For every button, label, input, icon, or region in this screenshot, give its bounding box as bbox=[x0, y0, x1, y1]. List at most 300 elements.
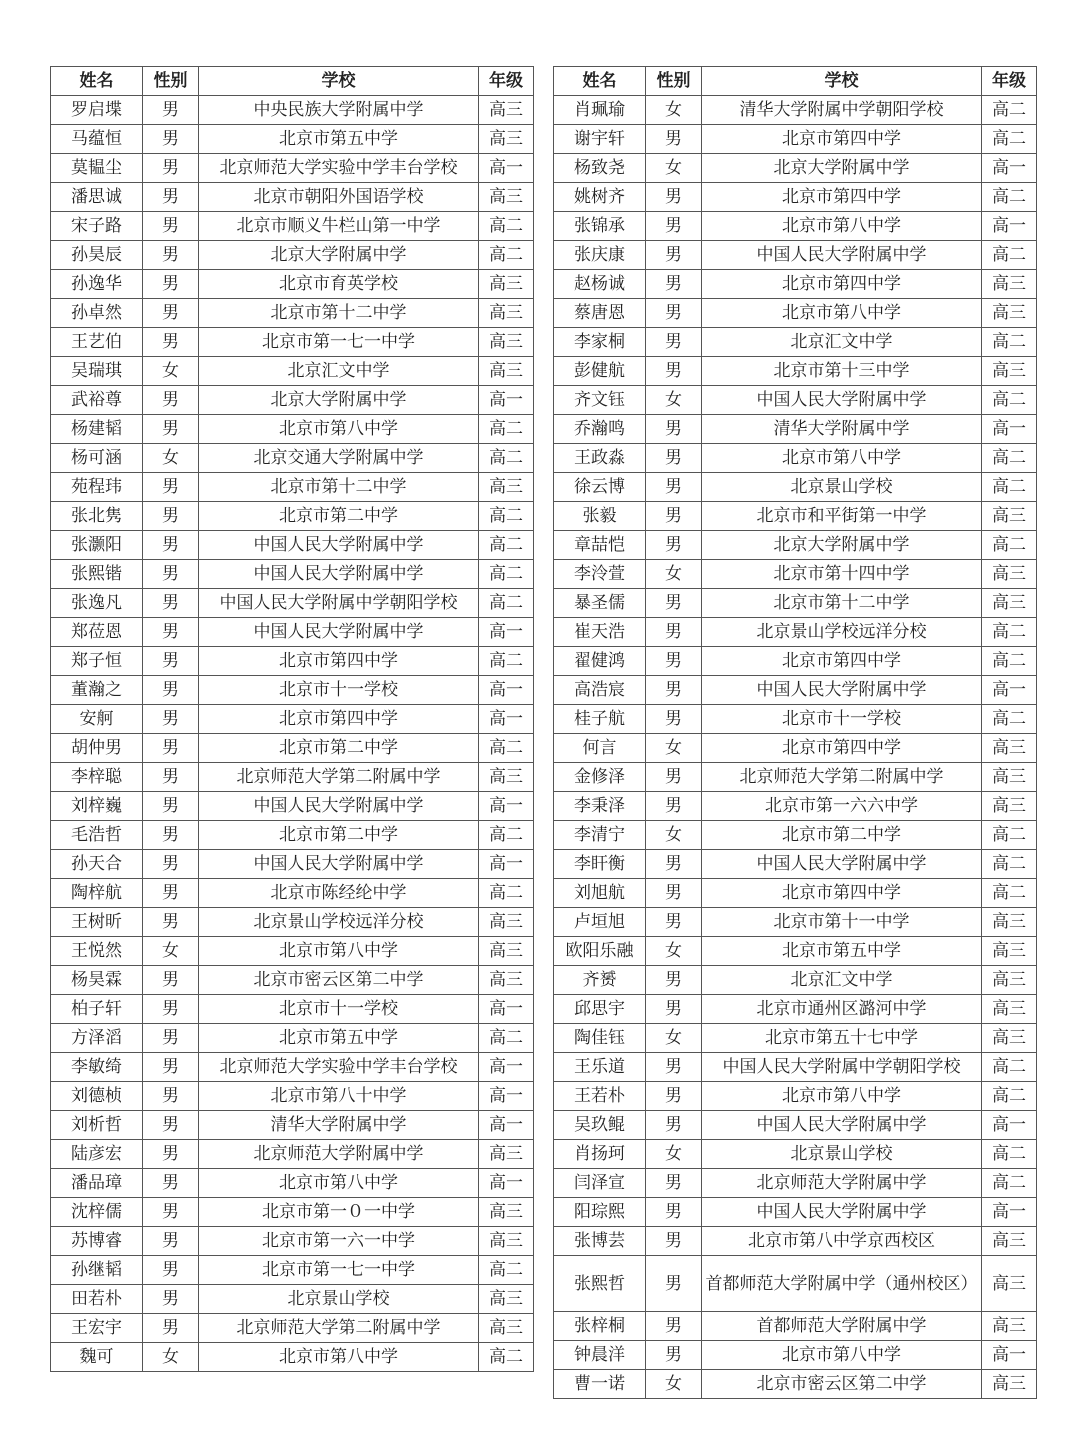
school-cell: 北京市第十三中学 bbox=[702, 357, 982, 386]
table-row bbox=[554, 995, 1037, 1024]
grade-cell: 高三 bbox=[982, 1227, 1037, 1256]
table-row bbox=[51, 821, 534, 850]
header-school: 学校 bbox=[702, 67, 982, 96]
table-row bbox=[554, 1169, 1037, 1198]
table-row bbox=[554, 1341, 1037, 1370]
gender-cell: 男 bbox=[143, 270, 199, 299]
table-row bbox=[554, 647, 1037, 676]
name-cell: 陆彦宏 bbox=[51, 1140, 143, 1169]
header-school: 学校 bbox=[199, 67, 479, 96]
school-cell: 北京市第八中学 bbox=[199, 1169, 479, 1198]
table-row bbox=[51, 386, 534, 415]
header-gender: 性别 bbox=[646, 67, 702, 96]
school-cell: 北京大学附属中学 bbox=[199, 241, 479, 270]
grade-cell: 高三 bbox=[982, 299, 1037, 328]
school-cell: 北京市通州区潞河中学 bbox=[702, 995, 982, 1024]
grade-cell: 高一 bbox=[479, 995, 534, 1024]
school-cell: 北京市第五中学 bbox=[199, 125, 479, 154]
school-cell: 北京大学附属中学 bbox=[702, 154, 982, 183]
table-row bbox=[554, 676, 1037, 705]
table-row bbox=[51, 1082, 534, 1111]
gender-cell: 男 bbox=[646, 1227, 702, 1256]
grade-cell: 高一 bbox=[479, 386, 534, 415]
table-row bbox=[554, 850, 1037, 879]
table-row bbox=[51, 1053, 534, 1082]
gender-cell: 男 bbox=[646, 328, 702, 357]
table-row bbox=[554, 1198, 1037, 1227]
header-grade: 年级 bbox=[982, 67, 1037, 96]
gender-cell: 男 bbox=[143, 1314, 199, 1343]
gender-cell: 男 bbox=[646, 299, 702, 328]
grade-cell: 高三 bbox=[982, 270, 1037, 299]
name-cell: 李泠萱 bbox=[554, 560, 646, 589]
grade-cell: 高二 bbox=[982, 328, 1037, 357]
school-cell: 北京市第四中学 bbox=[702, 125, 982, 154]
school-cell: 北京市顺义牛栏山第一中学 bbox=[199, 212, 479, 241]
grade-cell: 高三 bbox=[982, 908, 1037, 937]
table-row bbox=[51, 299, 534, 328]
table-row bbox=[554, 1024, 1037, 1053]
name-cell: 桂子航 bbox=[554, 705, 646, 734]
school-cell: 北京市第八中学 bbox=[702, 299, 982, 328]
name-cell: 田若朴 bbox=[51, 1285, 143, 1314]
table-row bbox=[554, 125, 1037, 154]
roster-body-left bbox=[51, 96, 534, 1372]
grade-cell: 高二 bbox=[479, 444, 534, 473]
gender-cell: 男 bbox=[646, 1198, 702, 1227]
name-cell: 王悦然 bbox=[51, 937, 143, 966]
gender-cell: 男 bbox=[143, 1053, 199, 1082]
school-cell: 北京市密云区第二中学 bbox=[702, 1370, 982, 1399]
table-row bbox=[554, 705, 1037, 734]
table-row bbox=[51, 850, 534, 879]
grade-cell: 高三 bbox=[479, 763, 534, 792]
gender-cell: 男 bbox=[143, 879, 199, 908]
school-cell: 北京市第八中学 bbox=[702, 212, 982, 241]
gender-cell: 男 bbox=[646, 908, 702, 937]
name-cell: 肖扬珂 bbox=[554, 1140, 646, 1169]
name-cell: 吴玖鲲 bbox=[554, 1111, 646, 1140]
name-cell: 王树昕 bbox=[51, 908, 143, 937]
gender-cell: 男 bbox=[143, 241, 199, 270]
school-cell: 北京市十一学校 bbox=[702, 705, 982, 734]
name-cell: 卢垣旭 bbox=[554, 908, 646, 937]
table-row bbox=[554, 908, 1037, 937]
school-cell: 北京景山学校 bbox=[702, 473, 982, 502]
gender-cell: 男 bbox=[143, 212, 199, 241]
table-row bbox=[554, 270, 1037, 299]
school-cell: 北京市第十一中学 bbox=[702, 908, 982, 937]
grade-cell: 高三 bbox=[479, 1285, 534, 1314]
name-cell: 杨致尧 bbox=[554, 154, 646, 183]
grade-cell: 高一 bbox=[982, 415, 1037, 444]
name-cell: 宋子路 bbox=[51, 212, 143, 241]
school-cell: 北京市第四中学 bbox=[702, 879, 982, 908]
table-row bbox=[51, 966, 534, 995]
grade-cell: 高一 bbox=[982, 676, 1037, 705]
grade-cell: 高三 bbox=[479, 966, 534, 995]
grade-cell: 高三 bbox=[479, 1198, 534, 1227]
school-cell: 北京师范大学附属中学 bbox=[702, 1169, 982, 1198]
grade-cell: 高一 bbox=[479, 1169, 534, 1198]
table-row bbox=[554, 821, 1037, 850]
gender-cell: 女 bbox=[646, 821, 702, 850]
gender-cell: 男 bbox=[143, 154, 199, 183]
name-cell: 郑莅恩 bbox=[51, 618, 143, 647]
school-cell: 北京景山学校远洋分校 bbox=[199, 908, 479, 937]
school-cell: 北京景山学校 bbox=[199, 1285, 479, 1314]
gender-cell: 男 bbox=[646, 1341, 702, 1370]
name-cell: 徐云博 bbox=[554, 473, 646, 502]
name-cell: 邱思宇 bbox=[554, 995, 646, 1024]
grade-cell: 高三 bbox=[982, 995, 1037, 1024]
name-cell: 张逸凡 bbox=[51, 589, 143, 618]
table-row bbox=[51, 763, 534, 792]
table-row bbox=[554, 1111, 1037, 1140]
name-cell: 马蕴恒 bbox=[51, 125, 143, 154]
school-cell: 北京交通大学附属中学 bbox=[199, 444, 479, 473]
name-cell: 王宏宇 bbox=[51, 1314, 143, 1343]
table-row bbox=[51, 1256, 534, 1285]
school-cell: 中国人民大学附属中学 bbox=[702, 676, 982, 705]
school-cell: 北京市第一六一中学 bbox=[199, 1227, 479, 1256]
school-cell: 北京大学附属中学 bbox=[199, 386, 479, 415]
gender-cell: 男 bbox=[646, 763, 702, 792]
grade-cell: 高二 bbox=[982, 850, 1037, 879]
gender-cell: 男 bbox=[143, 1198, 199, 1227]
name-cell: 崔天浩 bbox=[554, 618, 646, 647]
name-cell: 罗启堞 bbox=[51, 96, 143, 125]
gender-cell: 男 bbox=[646, 183, 702, 212]
table-row bbox=[51, 1111, 534, 1140]
name-cell: 杨建韬 bbox=[51, 415, 143, 444]
grade-cell: 高二 bbox=[479, 415, 534, 444]
header-grade: 年级 bbox=[479, 67, 534, 96]
name-cell: 莫韫尘 bbox=[51, 154, 143, 183]
name-cell: 李盰衡 bbox=[554, 850, 646, 879]
name-cell: 潘思诚 bbox=[51, 183, 143, 212]
table-row bbox=[554, 792, 1037, 821]
name-cell: 孙继韬 bbox=[51, 1256, 143, 1285]
name-cell: 陶佳钰 bbox=[554, 1024, 646, 1053]
name-cell: 张北隽 bbox=[51, 502, 143, 531]
grade-cell: 高二 bbox=[479, 241, 534, 270]
school-cell: 中国人民大学附属中学 bbox=[702, 241, 982, 270]
gender-cell: 男 bbox=[143, 299, 199, 328]
name-cell: 孙卓然 bbox=[51, 299, 143, 328]
gender-cell: 男 bbox=[646, 966, 702, 995]
table-row bbox=[554, 1140, 1037, 1169]
table-row bbox=[51, 1198, 534, 1227]
name-cell: 李秉泽 bbox=[554, 792, 646, 821]
school-cell: 北京市第五十七中学 bbox=[702, 1024, 982, 1053]
gender-cell: 男 bbox=[143, 328, 199, 357]
grade-cell: 高一 bbox=[479, 705, 534, 734]
gender-cell: 男 bbox=[143, 1227, 199, 1256]
name-cell: 金修泽 bbox=[554, 763, 646, 792]
grade-cell: 高二 bbox=[479, 1343, 534, 1372]
gender-cell: 男 bbox=[646, 879, 702, 908]
name-cell: 李清宁 bbox=[554, 821, 646, 850]
school-cell: 中国人民大学附属中学 bbox=[702, 850, 982, 879]
school-cell: 北京市第八中学 bbox=[199, 415, 479, 444]
gender-cell: 女 bbox=[646, 734, 702, 763]
school-cell: 北京汇文中学 bbox=[702, 328, 982, 357]
gender-cell: 男 bbox=[143, 96, 199, 125]
table-row bbox=[51, 618, 534, 647]
school-cell: 首都师范大学附属中学 bbox=[702, 1312, 982, 1341]
grade-cell: 高二 bbox=[982, 1140, 1037, 1169]
gender-cell: 男 bbox=[143, 647, 199, 676]
grade-cell: 高三 bbox=[479, 1140, 534, 1169]
school-cell: 北京市第四中学 bbox=[199, 647, 479, 676]
gender-cell: 男 bbox=[646, 444, 702, 473]
school-cell: 北京市第八中学 bbox=[702, 444, 982, 473]
school-cell: 北京师范大学第二附属中学 bbox=[199, 1314, 479, 1343]
school-cell: 北京市十一学校 bbox=[199, 676, 479, 705]
school-cell: 中国人民大学附属中学 bbox=[199, 792, 479, 821]
name-cell: 杨可涵 bbox=[51, 444, 143, 473]
table-row bbox=[51, 125, 534, 154]
gender-cell: 男 bbox=[143, 676, 199, 705]
school-cell: 北京汇文中学 bbox=[199, 357, 479, 386]
gender-cell: 男 bbox=[143, 1111, 199, 1140]
grade-cell: 高二 bbox=[479, 879, 534, 908]
school-cell: 中国人民大学附属中学 bbox=[199, 850, 479, 879]
grade-cell: 高二 bbox=[479, 560, 534, 589]
table-row bbox=[51, 270, 534, 299]
grade-cell: 高三 bbox=[982, 966, 1037, 995]
name-cell: 张锦承 bbox=[554, 212, 646, 241]
grade-cell: 高二 bbox=[479, 821, 534, 850]
gender-cell: 男 bbox=[143, 908, 199, 937]
school-cell: 北京市第二中学 bbox=[199, 734, 479, 763]
table-row bbox=[51, 1140, 534, 1169]
grade-cell: 高三 bbox=[479, 270, 534, 299]
name-cell: 阳琮熙 bbox=[554, 1198, 646, 1227]
gender-cell: 男 bbox=[143, 850, 199, 879]
school-cell: 北京市第四中学 bbox=[702, 647, 982, 676]
school-cell: 北京市第四中学 bbox=[199, 705, 479, 734]
name-cell: 张毅 bbox=[554, 502, 646, 531]
table-row bbox=[554, 1256, 1037, 1312]
school-cell: 北京市第四中学 bbox=[702, 183, 982, 212]
grade-cell: 高一 bbox=[479, 154, 534, 183]
name-cell: 安舸 bbox=[51, 705, 143, 734]
gender-cell: 男 bbox=[143, 415, 199, 444]
school-cell: 北京景山学校 bbox=[702, 1140, 982, 1169]
school-cell: 北京市第十二中学 bbox=[702, 589, 982, 618]
school-cell: 北京市第四中学 bbox=[702, 734, 982, 763]
gender-cell: 女 bbox=[143, 357, 199, 386]
school-cell: 北京市第二中学 bbox=[199, 821, 479, 850]
gender-cell: 女 bbox=[646, 560, 702, 589]
school-cell: 北京市育英学校 bbox=[199, 270, 479, 299]
name-cell: 柏子轩 bbox=[51, 995, 143, 1024]
gender-cell: 男 bbox=[646, 1312, 702, 1341]
gender-cell: 女 bbox=[646, 937, 702, 966]
gender-cell: 女 bbox=[143, 444, 199, 473]
grade-cell: 高一 bbox=[982, 1341, 1037, 1370]
table-row bbox=[51, 1285, 534, 1314]
grade-cell: 高二 bbox=[982, 1082, 1037, 1111]
gender-cell: 男 bbox=[646, 850, 702, 879]
name-cell: 张梓桐 bbox=[554, 1312, 646, 1341]
name-cell: 潘品璋 bbox=[51, 1169, 143, 1198]
grade-cell: 高二 bbox=[982, 125, 1037, 154]
gender-cell: 女 bbox=[143, 937, 199, 966]
table-row bbox=[51, 241, 534, 270]
school-cell: 中国人民大学附属中学 bbox=[199, 531, 479, 560]
table-row bbox=[51, 589, 534, 618]
name-cell: 暴圣儒 bbox=[554, 589, 646, 618]
grade-cell: 高二 bbox=[479, 212, 534, 241]
grade-cell: 高二 bbox=[479, 531, 534, 560]
header-row bbox=[51, 67, 534, 96]
grade-cell: 高三 bbox=[479, 937, 534, 966]
grade-cell: 高一 bbox=[982, 154, 1037, 183]
name-cell: 毛浩哲 bbox=[51, 821, 143, 850]
school-cell: 首都师范大学附属中学（通州校区） bbox=[702, 1256, 982, 1312]
grade-cell: 高一 bbox=[982, 1111, 1037, 1140]
table-row bbox=[554, 357, 1037, 386]
gender-cell: 女 bbox=[143, 1343, 199, 1372]
school-cell: 北京景山学校远洋分校 bbox=[702, 618, 982, 647]
gender-cell: 男 bbox=[143, 705, 199, 734]
table-row bbox=[51, 734, 534, 763]
grade-cell: 高三 bbox=[982, 502, 1037, 531]
gender-cell: 男 bbox=[646, 270, 702, 299]
school-cell: 北京市第八中学 bbox=[702, 1341, 982, 1370]
name-cell: 董瀚之 bbox=[51, 676, 143, 705]
gender-cell: 男 bbox=[143, 618, 199, 647]
school-cell: 北京大学附属中学 bbox=[702, 531, 982, 560]
grade-cell: 高二 bbox=[479, 1024, 534, 1053]
name-cell: 王艺伯 bbox=[51, 328, 143, 357]
grade-cell: 高三 bbox=[982, 937, 1037, 966]
table-row bbox=[51, 1169, 534, 1198]
table-row bbox=[554, 531, 1037, 560]
school-cell: 北京市第八中学 bbox=[702, 1082, 982, 1111]
school-cell: 北京市陈经纶中学 bbox=[199, 879, 479, 908]
school-cell: 北京市第二中学 bbox=[702, 821, 982, 850]
name-cell: 刘梓巍 bbox=[51, 792, 143, 821]
table-row bbox=[554, 879, 1037, 908]
school-cell: 北京市第四中学 bbox=[702, 270, 982, 299]
table-row bbox=[554, 1053, 1037, 1082]
table-row bbox=[51, 879, 534, 908]
name-cell: 吴瑞琪 bbox=[51, 357, 143, 386]
table-row bbox=[554, 1312, 1037, 1341]
grade-cell: 高二 bbox=[982, 444, 1037, 473]
name-cell: 李家桐 bbox=[554, 328, 646, 357]
grade-cell: 高一 bbox=[982, 1198, 1037, 1227]
table-row bbox=[554, 154, 1037, 183]
school-cell: 北京市第八十中学 bbox=[199, 1082, 479, 1111]
table-row bbox=[554, 1370, 1037, 1399]
roster-table-left bbox=[50, 66, 534, 1372]
table-row bbox=[554, 1227, 1037, 1256]
table-row bbox=[554, 96, 1037, 125]
name-cell: 苏博睿 bbox=[51, 1227, 143, 1256]
school-cell: 北京市第一七一中学 bbox=[199, 328, 479, 357]
name-cell: 彭健航 bbox=[554, 357, 646, 386]
name-cell: 蔡唐恩 bbox=[554, 299, 646, 328]
gender-cell: 男 bbox=[143, 183, 199, 212]
table-row bbox=[554, 183, 1037, 212]
name-cell: 沈梓儒 bbox=[51, 1198, 143, 1227]
name-cell: 李梓聪 bbox=[51, 763, 143, 792]
table-row bbox=[554, 328, 1037, 357]
name-cell: 高浩宸 bbox=[554, 676, 646, 705]
grade-cell: 高三 bbox=[479, 183, 534, 212]
table-row bbox=[51, 908, 534, 937]
school-cell: 北京市第八中学 bbox=[199, 1343, 479, 1372]
name-cell: 翟健鸿 bbox=[554, 647, 646, 676]
gender-cell: 男 bbox=[646, 589, 702, 618]
table-row bbox=[51, 444, 534, 473]
name-cell: 钟晨洋 bbox=[554, 1341, 646, 1370]
grade-cell: 高一 bbox=[479, 1111, 534, 1140]
grade-cell: 高二 bbox=[982, 821, 1037, 850]
gender-cell: 男 bbox=[143, 589, 199, 618]
table-row bbox=[554, 1082, 1037, 1111]
grade-cell: 高三 bbox=[982, 357, 1037, 386]
roster-table-right bbox=[553, 66, 1037, 1399]
grade-cell: 高二 bbox=[479, 734, 534, 763]
name-cell: 欧阳乐融 bbox=[554, 937, 646, 966]
name-cell: 肖珮瑜 bbox=[554, 96, 646, 125]
name-cell: 张灏阳 bbox=[51, 531, 143, 560]
gender-cell: 男 bbox=[143, 821, 199, 850]
name-cell: 孙昊辰 bbox=[51, 241, 143, 270]
header-name: 姓名 bbox=[51, 67, 143, 96]
table-row bbox=[51, 1024, 534, 1053]
school-cell: 北京师范大学实验中学丰台学校 bbox=[199, 154, 479, 183]
table-row bbox=[554, 966, 1037, 995]
table-row bbox=[51, 995, 534, 1024]
name-cell: 陶梓航 bbox=[51, 879, 143, 908]
school-cell: 北京市十一学校 bbox=[199, 995, 479, 1024]
school-cell: 中国人民大学附属中学 bbox=[199, 560, 479, 589]
gender-cell: 男 bbox=[646, 705, 702, 734]
name-cell: 曹一诺 bbox=[554, 1370, 646, 1399]
school-cell: 中国人民大学附属中学 bbox=[199, 618, 479, 647]
name-cell: 齐赟 bbox=[554, 966, 646, 995]
gender-cell: 男 bbox=[646, 1111, 702, 1140]
school-cell: 中国人民大学附属中学朝阳学校 bbox=[199, 589, 479, 618]
school-cell: 北京市第五中学 bbox=[702, 937, 982, 966]
gender-cell: 男 bbox=[143, 734, 199, 763]
school-cell: 北京市密云区第二中学 bbox=[199, 966, 479, 995]
table-row bbox=[51, 531, 534, 560]
header-name: 姓名 bbox=[554, 67, 646, 96]
grade-cell: 高三 bbox=[479, 908, 534, 937]
grade-cell: 高三 bbox=[479, 357, 534, 386]
grade-cell: 高二 bbox=[982, 618, 1037, 647]
grade-cell: 高一 bbox=[479, 792, 534, 821]
name-cell: 齐文钰 bbox=[554, 386, 646, 415]
header-gender: 性别 bbox=[143, 67, 199, 96]
school-cell: 北京市朝阳外国语学校 bbox=[199, 183, 479, 212]
school-cell: 北京市第八中学京西校区 bbox=[702, 1227, 982, 1256]
table-row bbox=[554, 763, 1037, 792]
gender-cell: 男 bbox=[143, 531, 199, 560]
name-cell: 张庆康 bbox=[554, 241, 646, 270]
table-row bbox=[554, 241, 1037, 270]
grade-cell: 高二 bbox=[982, 96, 1037, 125]
name-cell: 李敏绮 bbox=[51, 1053, 143, 1082]
